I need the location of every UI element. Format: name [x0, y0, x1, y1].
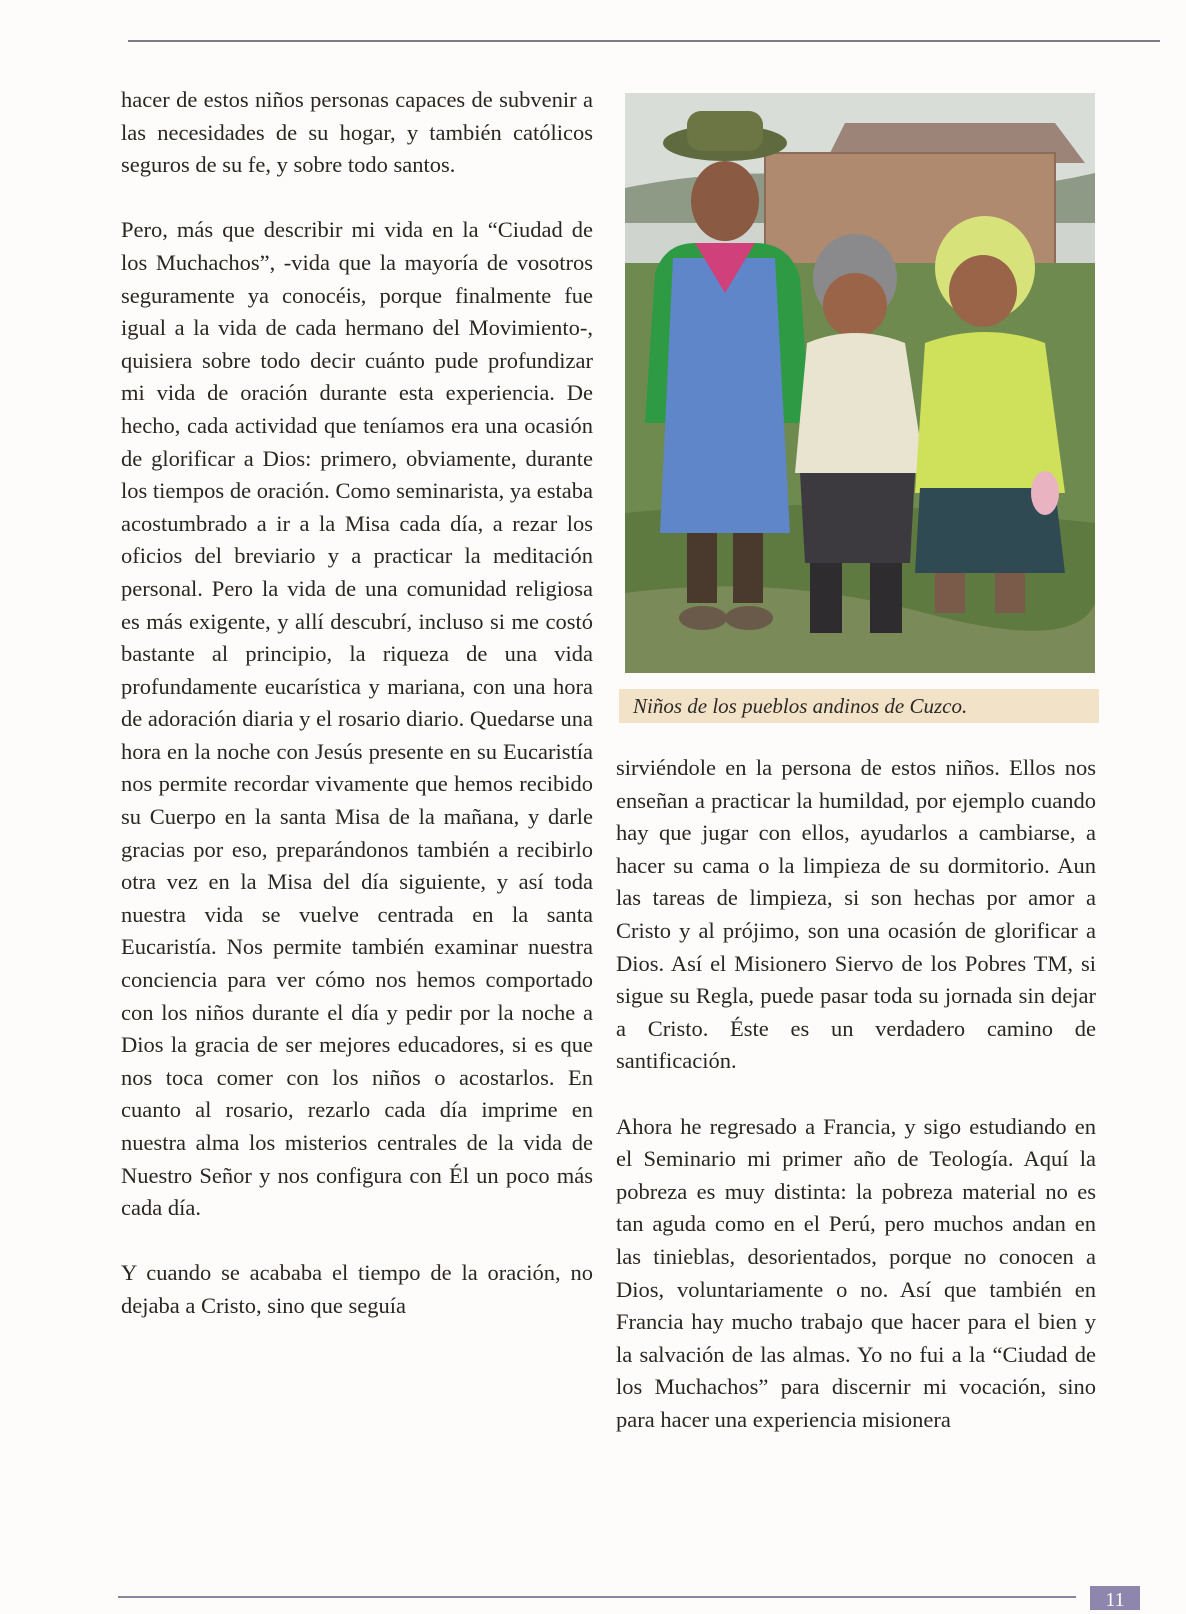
- left-paragraph-1: hacer de estos niños personas capaces de subvenir a las necesidades de su hogar, y también católicos seguros de su fe, y sobre todo santos.: [121, 87, 593, 178]
- page-number: 11: [1090, 1586, 1140, 1610]
- right-column: [616, 752, 1096, 1436]
- right-paragraph-2: Ahora he regresado a Francia, y sigo estudiando en el Seminario mi primer año de Teología. Aquí la pobreza es muy distinta: la pobreza material no es tan aguda como en el Perú, pero muchos andan en las tinieblas, desorientados, porque no conocen a Dios, voluntariamente o no. Así que también en Francia hay mucho trabajo que hacer para el bien y la salvación de las almas. Yo no fui a la “Ciudad de los Muchachos” para discernir mi vocación, sino para hacer una experiencia misionera: [616, 1113, 1096, 1432]
- left-paragraph-2: Pero, más que describir mi vida en la “Ciudad de los Muchachos”, -vida que la mayoría de vosotros seguramente ya conocéis, porque finalmente fue igual a la vida de cada hermano del Movimiento-, quisiera sobre todo decir cuánto pude profundizar mi vida de oración durante esta experiencia. De hecho, cada actividad que teníamos era una ocasión de glorificar a Dios: primero, obviamente, durante los tiempos de oración. Como seminarista, ya estaba acostumbrado a ir a la Misa cada día, a rezar los oficios del breviario y a practicar la meditación personal. Pero la vida de una comunidad religiosa es más exigente, y allí descubrí, incluso si me costó bastante al principio, la riqueza de una vida profundamente eucarística y mariana, con una hora de adoración diaria y el rosario diario. Quedarse una hora en la noche con Jesús presente en su Eucaristía nos permite recordar vivamente que hemos recibido su Cuerpo en la santa Misa de la mañana, y darle gracias por eso, preparándonos también a recibirlo otra vez en la Misa del día siguiente, y así toda nuestra vida se vuelve centrada en la santa Eucaristía. Nos permite también examinar nuestra conciencia para ver cómo nos hemos comportado con los niños durante el día y pedir por la noche a Dios la gracia de ser mejores educadores, si es que nos toca comer con los niños o acostarlos. En cuanto al rosario, rezarlo cada día imprime en nuestra alma los misterios centrales de la vida de Nuestro Señor y nos configura con Él un poco más cada día.: [121, 217, 593, 1221]
- left-paragraph-3: Y cuando se acababa el tiempo de la oración, no dejaba a Cristo, sino que seguía: [121, 1260, 593, 1318]
- right-paragraph-1: sirviéndole en la persona de estos niños. Ellos nos enseñan a practicar la humildad, por ejemplo cuando hay que jugar con ellos, ayudarlos a cambiarse, a hacer su cama o la limpieza de su dormitorio. Aun las tareas de limpieza, si son hechas por amor a Cristo y al prójimo, son una ocasión de glorificar a Dios. Así el Misionero Siervo de los Pobres TM, si sigue su Regla, puede pasar toda su jornada sin dejar a Cristo. Éste es un verdadero camino de santificación.: [616, 755, 1096, 1074]
- bottom-rule: [118, 1596, 1076, 1598]
- top-rule: [128, 40, 1160, 42]
- left-column: [121, 84, 593, 1323]
- photo-caption: Niños de los pueblos andinos de Cuzco.: [619, 689, 1099, 723]
- photo-children-andes: [625, 93, 1095, 673]
